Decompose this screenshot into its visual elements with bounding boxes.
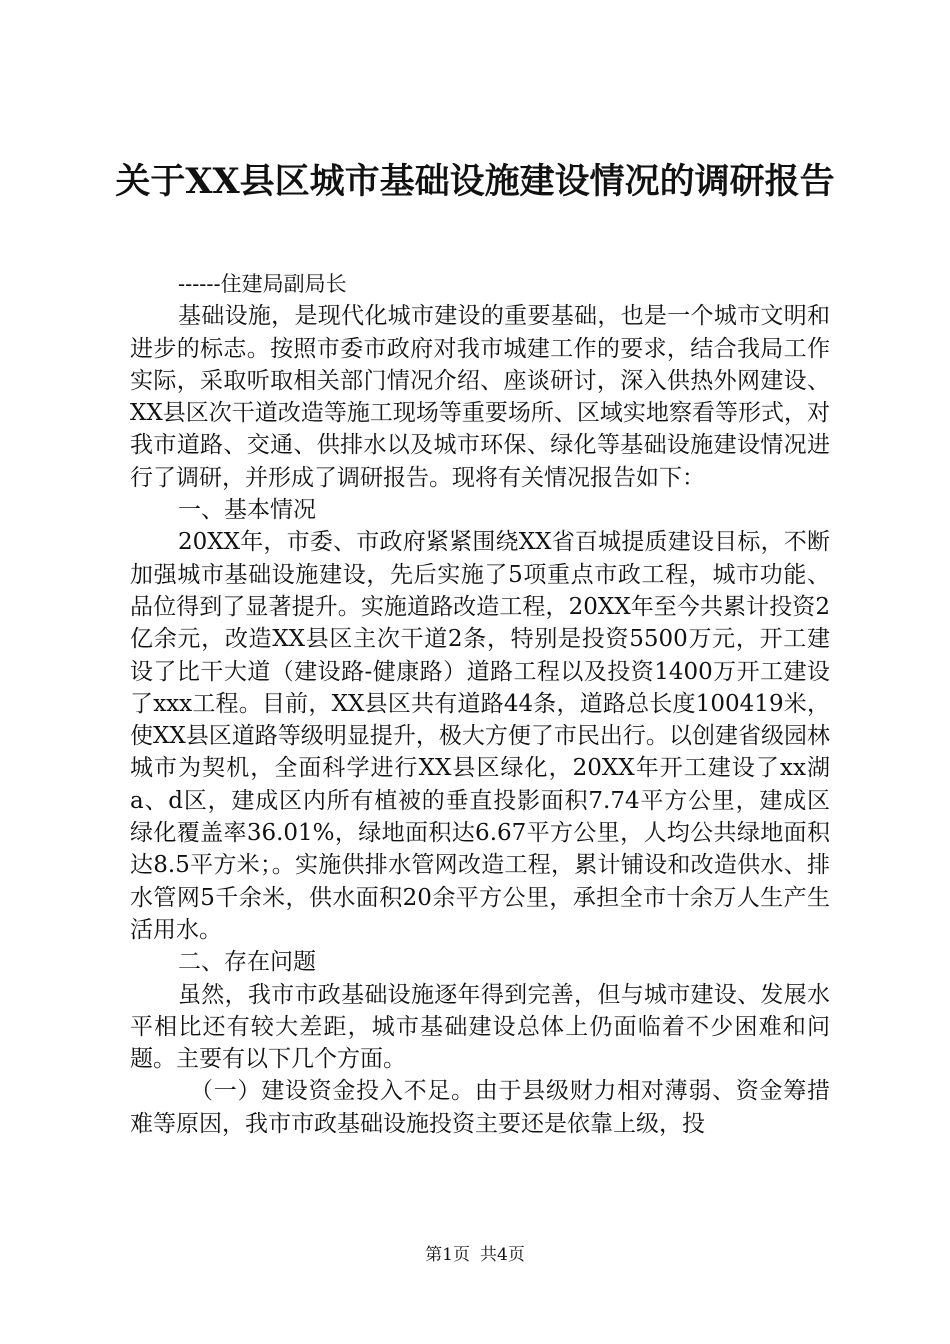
page-footer [0, 1243, 950, 1267]
section-heading-basic: 一、基本情况 [178, 497, 316, 524]
page-total: 共4页 [480, 1245, 525, 1265]
paragraph-basic: 20XX年，市委、市政府紧紧围绕XX省百城提质建设目标，不断加强城市基础设施建设，先后实施了5项重点市政工程，城市功能、品位得到了显著提升。实施道路改造工程，20XX年至今共累计投资2亿余元，改造XX县区主次干道2条，特别是投资5500万元，开工建设了比干大道（建设路-健康路）道路工程以及投资1400万开工建设了xxx工程。目前，XX县区共有道路44条，道路总长度100419米，使XX县区道路等级明显提升，极大方便了市民出行。以创建省级园林城市为契机，全面科学进行XX县区绿化，20XX年开工建设了xx湖a、d区，建成区内所有植被的垂直投影面积7.74平方公里，建成区绿化覆盖率36.01%，绿地面积达6.67平方公里，人均公共绿地面积达8.5平方米；。实施供排水管网改造工程，累计铺设和改造供水、排水管网5千余米，供水面积20余平方公里，承担全市十余万人生产生活用水。 [130, 529, 830, 943]
paragraph-problems: 虽然，我市市政基础设施逐年得到完善，但与城市建设、发展水平相比还有较大差距，城市基础建设总体上仍面临着不少困难和问题。主要有以下几个方面。 [130, 981, 830, 1073]
paragraph-intro: 基础设施，是现代化城市建设的重要基础，也是一个城市文明和进步的标志。按照市委市政府对我市城建工作的要求，结合我局工作实际，采取听取相关部门情况介绍、座谈研讨，深入供热外网建设、XX县区次干道改造等施工现场等重要场所、区域实地察看等形式，对我市道路、交通、供排水以及城市环保、绿化等基础设施建设情况进行了调研，并形成了调研报告。现将有关情况报告如下： [130, 303, 830, 491]
document-body [130, 268, 830, 1140]
section-heading-problems: 二、存在问题 [178, 949, 316, 976]
paragraph-funding: （一）建设资金投入不足。由于县级财力相对薄弱、资金筹措难等原因，我市市政基础设施投资主要还是依靠上级，投 [130, 1078, 830, 1137]
page-number: 第1页 [425, 1245, 470, 1265]
document-title: 关于XX县区城市基础设施建设情况的调研报告 [115, 161, 835, 202]
author-line: ------住建局副局长 [178, 272, 347, 296]
